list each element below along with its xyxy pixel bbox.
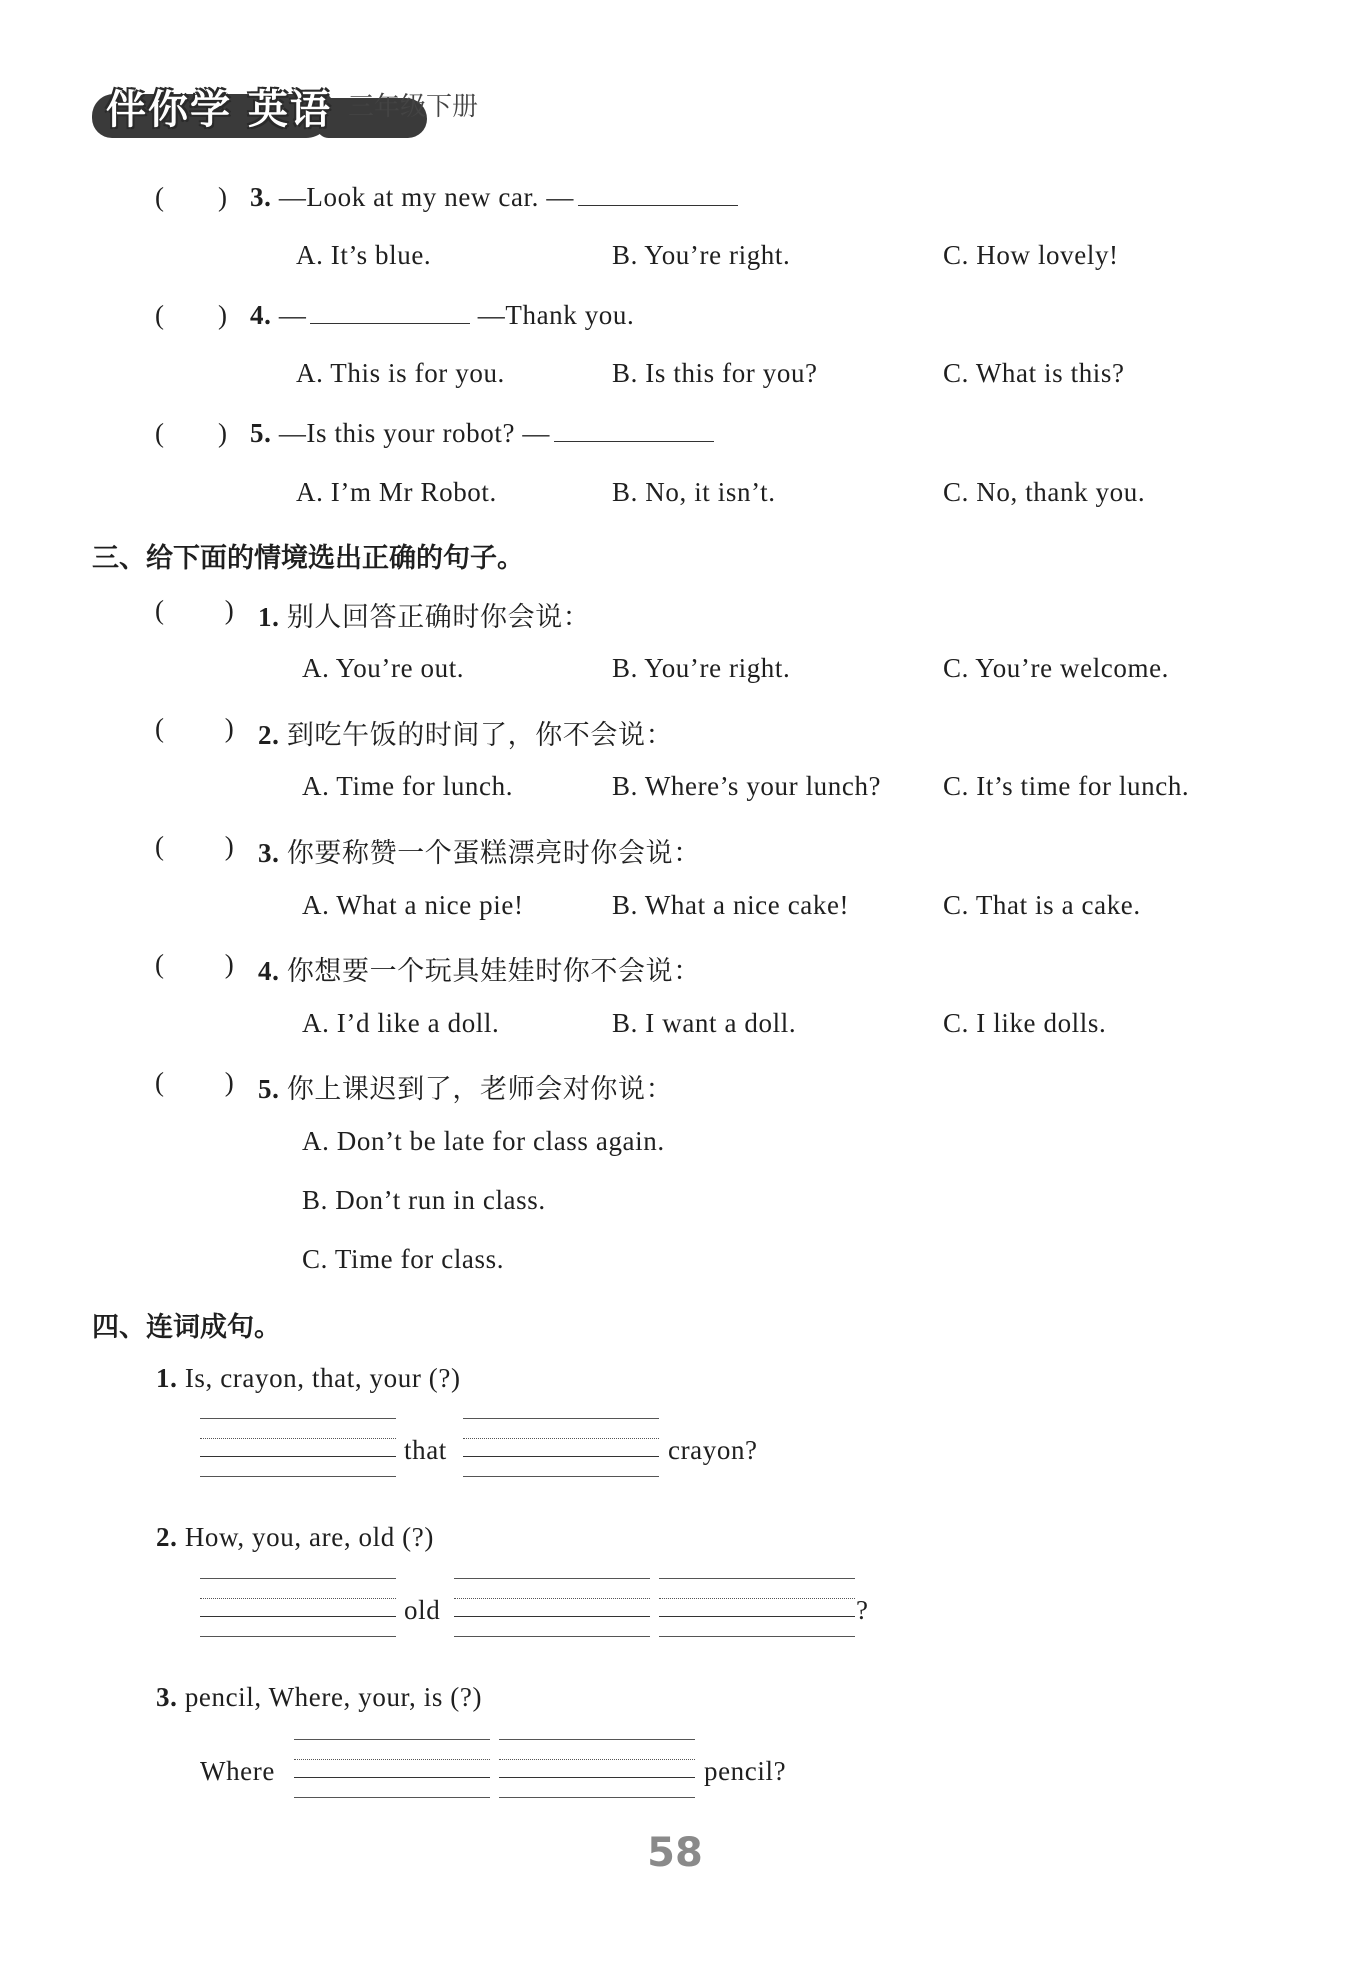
prompt-text: 别人回答正确时你会说：: [286, 602, 591, 633]
section-title: 三、给下面的情境选出正确的句子。: [92, 543, 524, 574]
section-title: 四、连词成句。: [92, 1312, 281, 1343]
question-number: 3.: [250, 182, 272, 212]
writing-line[interactable]: [200, 1578, 396, 1638]
scrambled-words: Is, crayon, that, your (?): [184, 1363, 461, 1393]
option-a: A. It’s blue.: [296, 240, 432, 270]
answer-paren[interactable]: ( ): [155, 418, 227, 448]
reorder-prompt: [156, 1363, 461, 1394]
answer-paren[interactable]: ( ): [155, 182, 227, 212]
writing-line[interactable]: [659, 1578, 855, 1638]
given-word: Where: [200, 1756, 275, 1786]
option-c: C. You’re welcome.: [943, 653, 1170, 683]
option-a: A. This is for you.: [296, 358, 505, 388]
given-word: that: [404, 1435, 447, 1465]
question-stem: [250, 300, 634, 331]
answer-paren[interactable]: ( ): [155, 300, 227, 330]
reorder-prompt: [156, 1682, 482, 1713]
question-text: —Look at my new car. —: [278, 182, 574, 212]
writing-line[interactable]: [294, 1739, 490, 1799]
situation-prompt: [258, 713, 673, 752]
page-header: [92, 72, 552, 142]
answer-paren[interactable]: ( ): [155, 713, 234, 743]
given-word: crayon?: [668, 1435, 758, 1465]
situation-prompt: [258, 949, 701, 988]
option-a: A. I’m Mr Robot.: [296, 477, 497, 507]
option-a: A. Don’t be late for class again.: [302, 1126, 665, 1156]
question-number: 3.: [258, 838, 280, 868]
given-word: pencil?: [704, 1756, 787, 1786]
given-word: ?: [856, 1595, 869, 1625]
question-stem: [250, 182, 738, 213]
question-number: 4.: [250, 300, 272, 330]
situation-prompt: [258, 831, 701, 870]
option-c: C. Time for class.: [302, 1244, 505, 1274]
answer-blank[interactable]: [554, 419, 714, 442]
question-text-after: —Thank you.: [477, 300, 635, 330]
question-number: 2.: [258, 720, 280, 750]
question-number: 5.: [250, 418, 272, 448]
option-b: B. No, it isn’t.: [612, 477, 776, 507]
option-c: C. No, thank you.: [943, 477, 1146, 507]
brand-title: 伴你学 英语: [106, 87, 332, 133]
option-a: A. What a nice pie!: [302, 890, 524, 920]
answer-blank[interactable]: [578, 183, 738, 206]
scrambled-words: pencil, Where, your, is (?): [184, 1682, 483, 1712]
situation-prompt: [258, 1067, 673, 1106]
option-b: B. I want a doll.: [612, 1008, 797, 1038]
option-b: B. Where’s your lunch?: [612, 771, 882, 801]
question-number: 2.: [156, 1522, 178, 1552]
option-c: C. How lovely!: [943, 240, 1119, 270]
situation-prompt: [258, 595, 590, 634]
option-a: A. I’d like a doll.: [302, 1008, 500, 1038]
prompt-text: 你想要一个玩具娃娃时你不会说：: [286, 956, 701, 987]
answer-paren[interactable]: ( ): [155, 1067, 234, 1097]
option-a: A. Time for lunch.: [302, 771, 514, 801]
prompt-text: 你要称赞一个蛋糕漂亮时你会说：: [286, 838, 701, 869]
writing-line[interactable]: [499, 1739, 695, 1799]
page-number: 58: [647, 1830, 703, 1876]
option-b: B. You’re right.: [612, 240, 791, 270]
answer-paren[interactable]: ( ): [155, 595, 234, 625]
answer-blank[interactable]: [310, 301, 470, 324]
question-number: 5.: [258, 1074, 280, 1104]
writing-line[interactable]: [200, 1418, 396, 1478]
question-text: —: [278, 300, 307, 330]
prompt-text: 你上课迟到了，老师会对你说：: [286, 1074, 674, 1105]
question-number: 1.: [258, 602, 280, 632]
answer-paren[interactable]: ( ): [155, 831, 234, 861]
given-word: old: [404, 1595, 441, 1625]
question-stem: [250, 418, 714, 449]
option-b: B. Don’t run in class.: [302, 1185, 546, 1215]
question-number: 3.: [156, 1682, 178, 1712]
answer-paren[interactable]: ( ): [155, 949, 234, 979]
option-a: A. You’re out.: [302, 653, 465, 683]
question-number: 4.: [258, 956, 280, 986]
option-b: B. Is this for you?: [612, 358, 818, 388]
prompt-text: 到吃午饭的时间了，你不会说：: [286, 720, 674, 751]
writing-line[interactable]: [463, 1418, 659, 1478]
option-c: C. It’s time for lunch.: [943, 771, 1190, 801]
writing-line[interactable]: [454, 1578, 650, 1638]
grade-label: 三年级下册: [348, 92, 479, 122]
option-c: C. What is this?: [943, 358, 1125, 388]
reorder-prompt: [156, 1522, 434, 1553]
option-b: B. You’re right.: [612, 653, 791, 683]
option-b: B. What a nice cake!: [612, 890, 850, 920]
option-c: C. That is a cake.: [943, 890, 1141, 920]
scrambled-words: How, you, are, old (?): [184, 1522, 434, 1552]
option-c: C. I like dolls.: [943, 1008, 1107, 1038]
question-number: 1.: [156, 1363, 178, 1393]
question-text: —Is this your robot? —: [278, 418, 550, 448]
